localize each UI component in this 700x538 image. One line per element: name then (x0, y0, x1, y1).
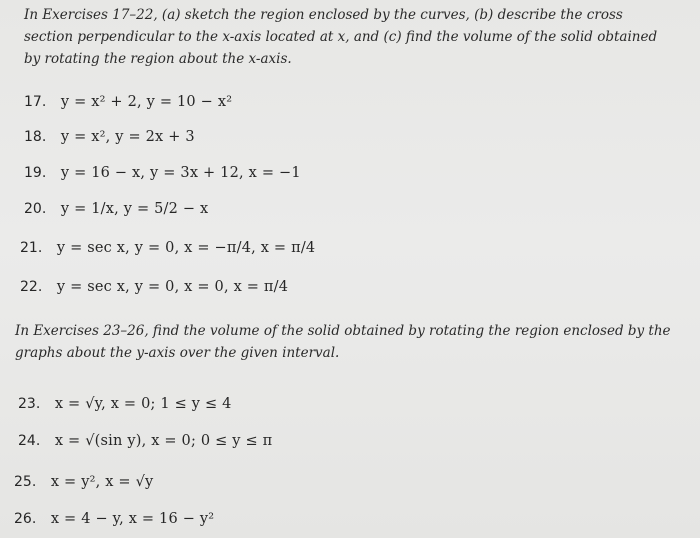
exercise-equations: y = 1/x, y = 5/2 − x (60, 201, 209, 217)
exercise-equations: x = √y, x = 0; 1 ≤ y ≤ 4 (54, 396, 232, 412)
exercise-number: 22. (20, 279, 43, 295)
exercise-19 (24, 165, 301, 181)
exercise-equations: x = y², x = √y (50, 474, 154, 490)
exercise-20 (24, 201, 208, 217)
exercise-25 (14, 474, 153, 490)
exercise-equations: y = x² + 2, y = 10 − x² (60, 94, 233, 110)
exercise-equations: y = sec x, y = 0, x = −π/4, x = π/4 (56, 240, 316, 256)
exercise-equations: x = √(sin y), x = 0; 0 ≤ y ≤ π (54, 433, 273, 449)
exercise-number: 25. (14, 474, 37, 490)
section1-instructions: In Exercises 17–22, (a) sketch the region enclosed by the curves, (b) describe the cross section perpendicular to the x-axis located at x, and (c) find the volume of the solid obtained by rotating the region about the x-axis. (24, 7, 658, 67)
exercise-number: 20. (24, 201, 47, 217)
exercise-24 (18, 433, 272, 449)
exercise-21 (20, 240, 315, 256)
exercise-18 (24, 129, 195, 145)
exercise-number: 26. (14, 511, 37, 527)
section2-instructions: In Exercises 23–26, find the volume of the solid obtained by rotating the region enclosed by the graphs about the y-axis over the given interval. (15, 323, 671, 361)
exercise-17 (24, 94, 232, 110)
exercise-22 (20, 279, 288, 295)
exercise-equations: x = 4 − y, x = 16 − y² (50, 511, 215, 527)
exercise-equations: y = x², y = 2x + 3 (60, 129, 195, 145)
exercise-number: 19. (24, 165, 47, 181)
exercise-number: 24. (18, 433, 41, 449)
exercise-number: 17. (24, 94, 47, 110)
exercise-equations: y = sec x, y = 0, x = 0, x = π/4 (56, 279, 289, 295)
exercise-26 (14, 511, 214, 527)
exercise-number: 23. (18, 396, 41, 412)
exercise-number: 21. (20, 240, 43, 256)
exercise-equations: y = 16 − x, y = 3x + 12, x = −1 (60, 165, 301, 181)
exercise-number: 18. (24, 129, 47, 145)
exercise-23 (18, 396, 232, 412)
